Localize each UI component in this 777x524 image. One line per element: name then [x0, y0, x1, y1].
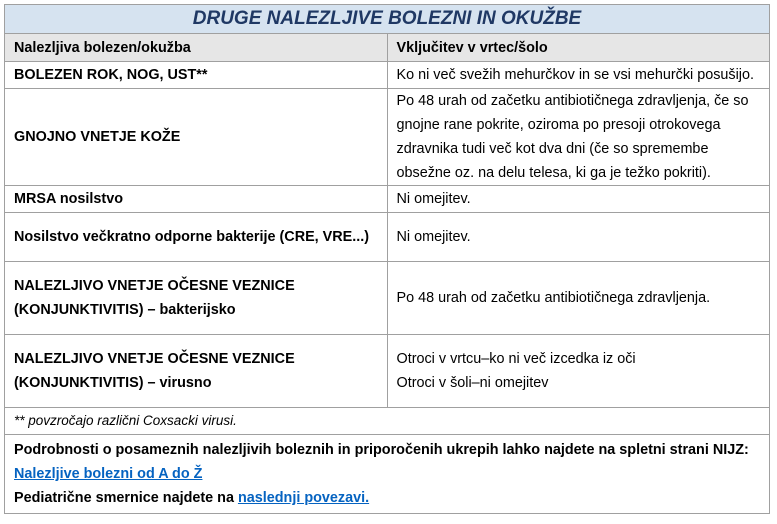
title-row — [5, 5, 770, 34]
inclusion-line-school: Otroci v šoli–ni omejitev — [396, 375, 549, 391]
inclusion-cell: Po 48 urah od začetku antibiotičnega zdravljenja. — [387, 262, 770, 335]
disease-cell: MRSA nosilstvo — [5, 186, 388, 213]
inclusion-cell: Ko ni več svežih mehurčkov in se vsi mehurčki posušijo. — [387, 62, 770, 89]
inclusion-cell — [387, 335, 770, 408]
pediatric-guidelines-link[interactable]: naslednji povezavi. — [237, 490, 370, 506]
table-title: DRUGE NALEZLJIVE BOLEZNI IN OKUŽBE — [5, 5, 770, 34]
footer-text-nijz: Podrobnosti o posameznih nalezljivih boleznih in priporočenih ukrepih lahko najdete na spletni strani NIJZ: — [14, 442, 749, 458]
nijz-diseases-link[interactable]: Nalezljive bolezni od A do Ž — [14, 466, 203, 482]
table-row — [5, 62, 770, 89]
table-row — [5, 213, 770, 262]
inclusion-cell: Ni omejitev. — [387, 186, 770, 213]
disease-cell: NALEZLJIVO VNETJE OČESNE VEZNICE (KONJUNKTIVITIS) – virusno — [5, 335, 388, 408]
inclusion-cell: Ni omejitev. — [387, 213, 770, 262]
column-header-inclusion: Vključitev v vrtec/šolo — [387, 34, 770, 62]
table-row — [5, 186, 770, 213]
table-row — [5, 89, 770, 186]
diseases-table — [4, 4, 770, 514]
info-footer — [5, 435, 770, 514]
table-row — [5, 335, 770, 408]
inclusion-line-kindergarten: Otroci v vrtcu–ko ni več izcedka iz oči — [396, 351, 636, 367]
disease-cell: GNOJNO VNETJE KOŽE — [5, 89, 388, 186]
inclusion-cell: Po 48 urah od začetku antibiotičnega zdravljenja, če so gnojne rane pokrite, oziroma po presoji otrokovega zdravnika tudi več kot dva dni (če so spremembe obsežne oz. na delu telesa, ki ga je težko pokriti). — [387, 89, 770, 186]
header-row — [5, 34, 770, 62]
disease-cell: NALEZLJIVO VNETJE OČESNE VEZNICE (KONJUNKTIVITIS) – bakterijsko — [5, 262, 388, 335]
table-row — [5, 262, 770, 335]
disease-cell: Nosilstvo večkratno odporne bakterije (CRE, VRE...) — [5, 213, 388, 262]
footer-text-pediatric: Pediatrične smernice najdete na — [14, 490, 238, 506]
note-row — [5, 408, 770, 435]
footer-row — [5, 435, 770, 514]
column-header-disease: Nalezljiva bolezen/okužba — [5, 34, 388, 62]
footnote: ** povzročajo različni Coxsacki virusi. — [5, 408, 770, 435]
disease-cell: BOLEZEN ROK, NOG, UST** — [5, 62, 388, 89]
